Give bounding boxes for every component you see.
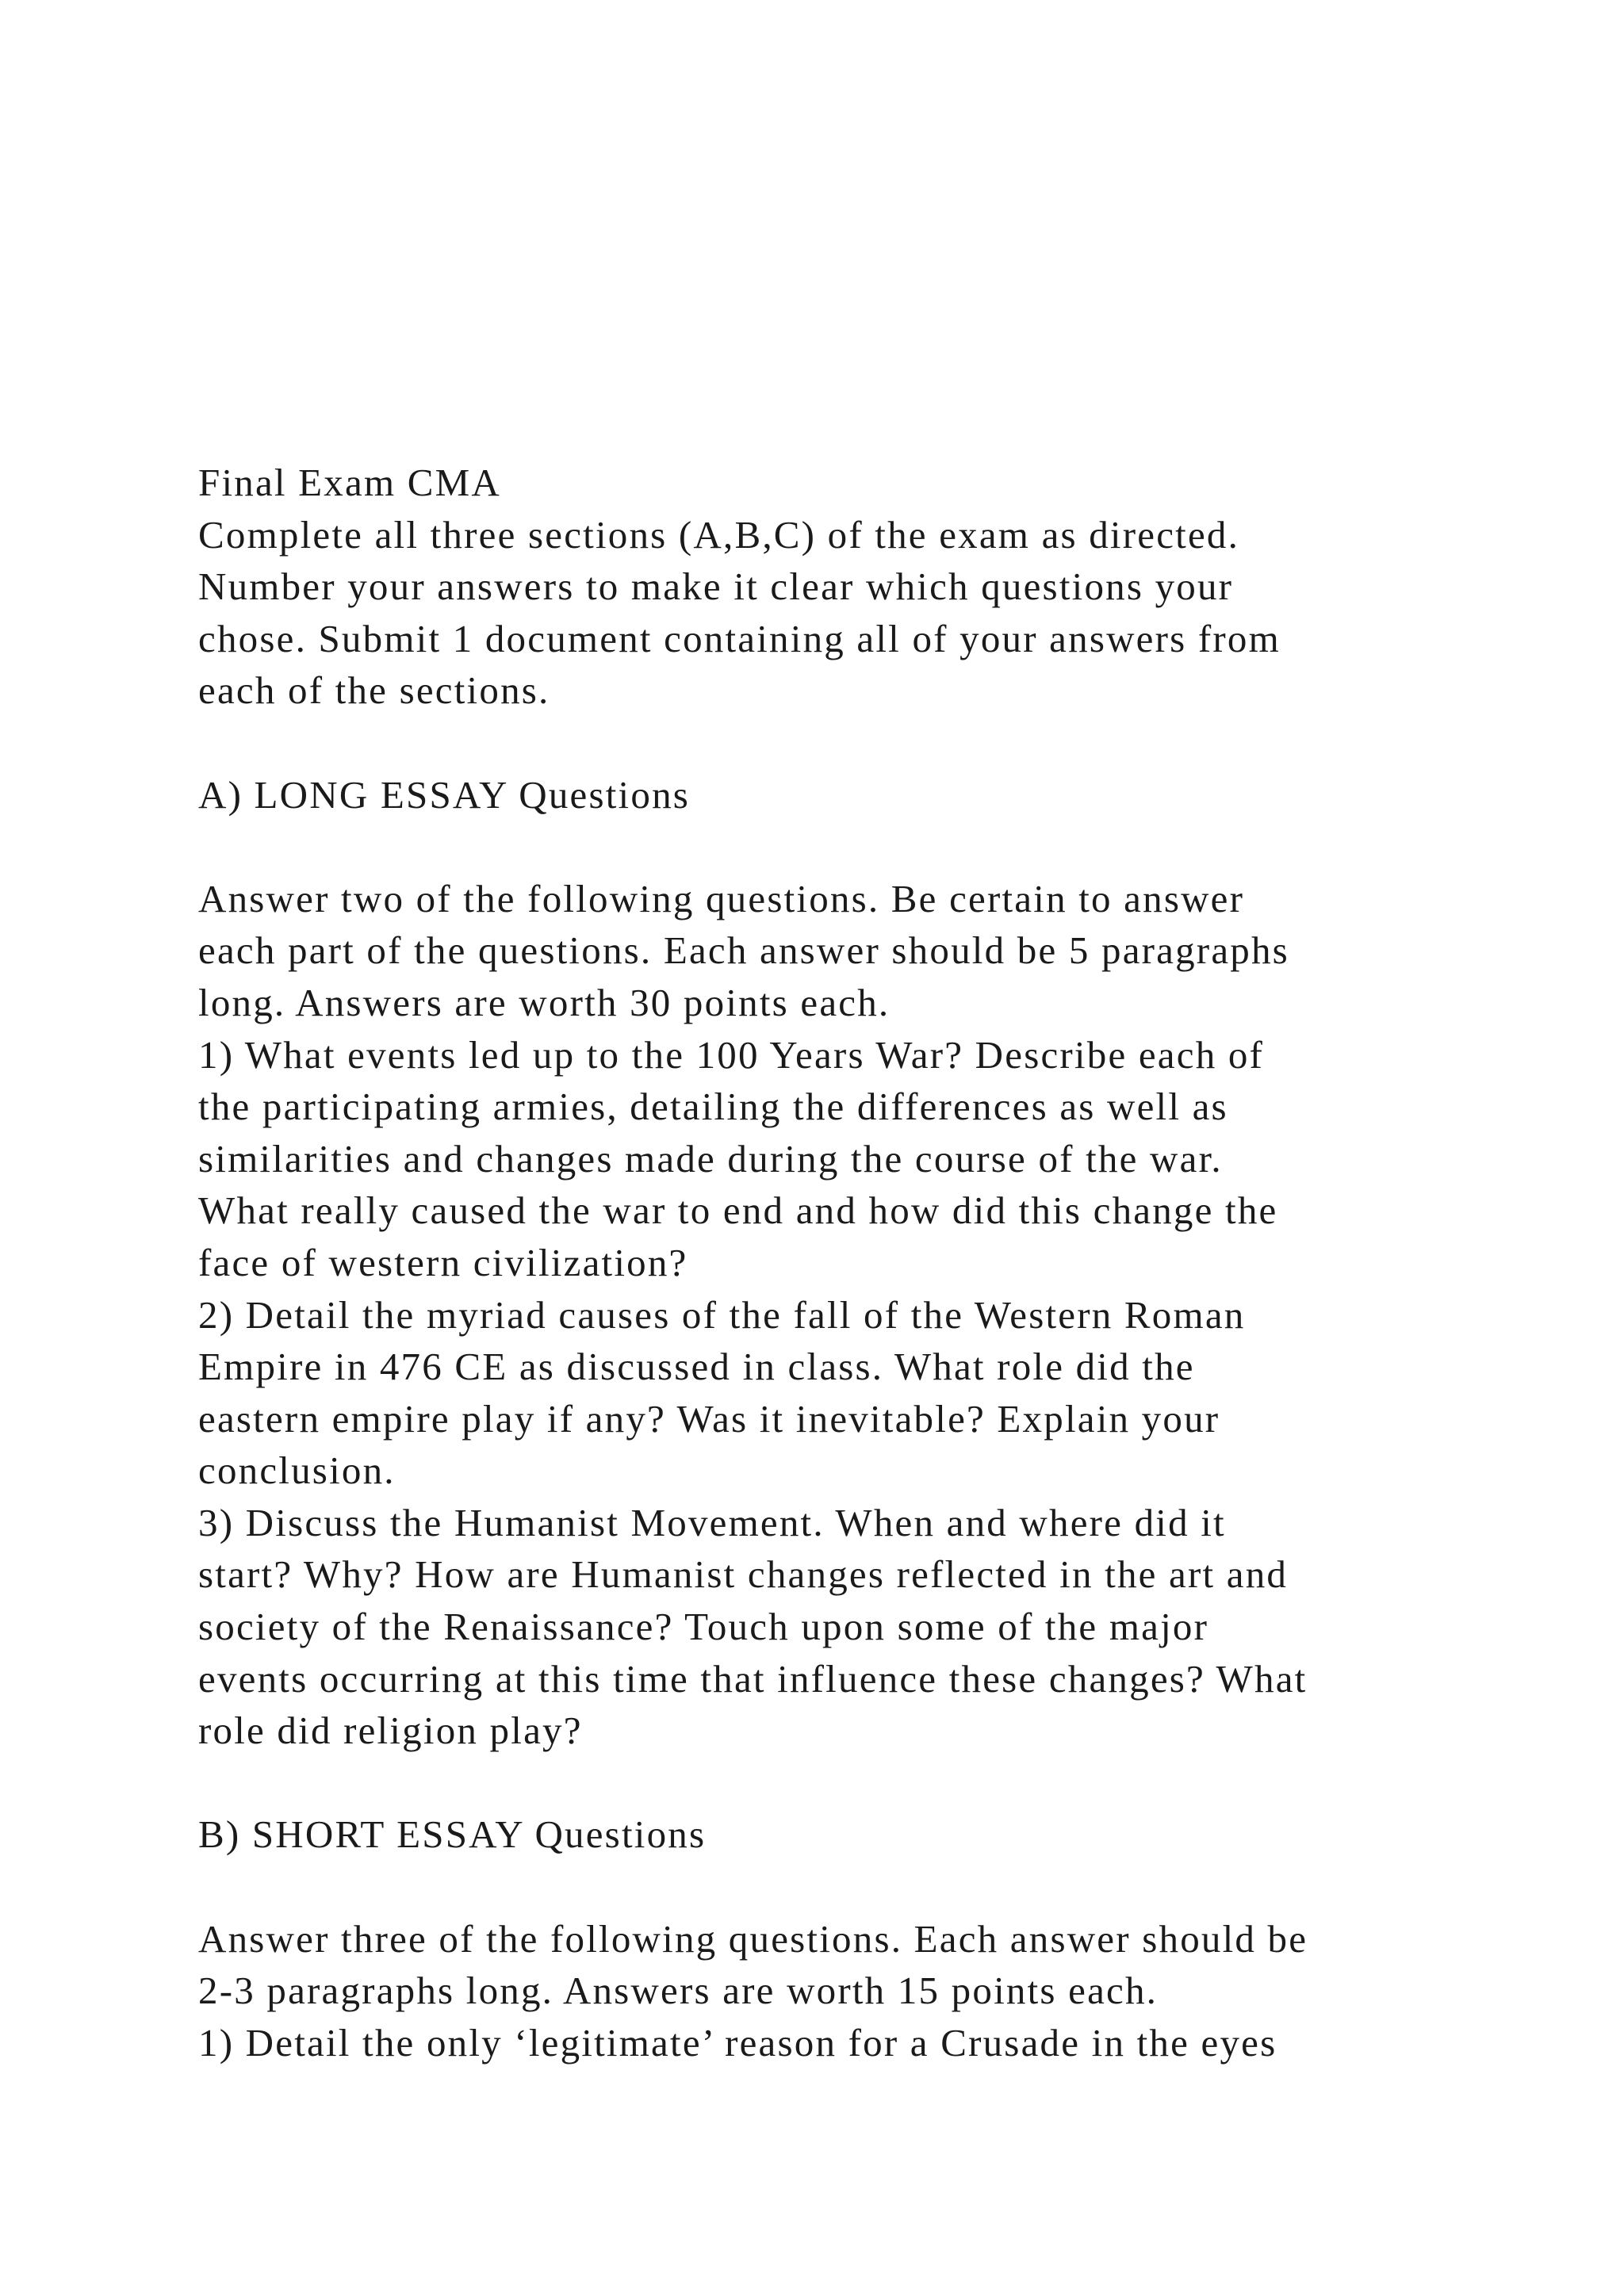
section-b-heading: B) SHORT ESSAY Questions [198, 1812, 707, 1857]
question-a1: similarities and changes made during the course of the war. [198, 1136, 1223, 1181]
instructions-line: chose. Submit 1 document containing all of your answers from [198, 616, 1281, 660]
question-a1: 1) What events led up to the 100 Years War? Describe each of [198, 1032, 1265, 1077]
question-a3: society of the Renaissance? Touch upon some of the major [198, 1605, 1209, 1649]
question-a3: role did religion play? [198, 1709, 583, 1753]
question-a2: conclusion. [198, 1448, 396, 1493]
section-b-instructions: Answer three of the following questions. Each answer should be [198, 1916, 1308, 1961]
instructions-line: Number your answers to make it clear which questions your [198, 564, 1234, 609]
instructions-line: each of the sections. [198, 668, 550, 713]
instructions-line: Complete all three sections (A,B,C) of the exam as directed. [198, 512, 1240, 557]
question-a3: events occurring at this time that influence these changes? What [198, 1656, 1308, 1701]
section-a-heading: A) LONG ESSAY Questions [198, 772, 691, 817]
question-a3: start? Why? How are Humanist changes reflected in the art and [198, 1552, 1289, 1597]
question-a2: Empire in 476 CE as discussed in class. What role did the [198, 1345, 1195, 1389]
section-b-instructions: 2-3 paragraphs long. Answers are worth 15 points each. [198, 1969, 1159, 2013]
blank-line [198, 1861, 1546, 1913]
blank-line [198, 717, 1546, 769]
question-a3: 3) Discuss the Humanist Movement. When and where did it [198, 1500, 1226, 1544]
question-a1: the participating armies, detailing the differences as well as [198, 1085, 1228, 1129]
section-a-instructions: each part of the questions. Each answer should be 5 paragraphs [198, 928, 1289, 973]
question-a1: What really caused the war to end and how did this change the [198, 1188, 1278, 1233]
question-b1: 1) Detail the only ‘legitimate’ reason for a Crusade in the eyes [198, 2020, 1277, 2064]
question-a1: face of western civilization? [198, 1240, 688, 1284]
document-body [198, 457, 1546, 2068]
document-title: Final Exam CMA [198, 461, 501, 504]
question-a2: 2) Detail the myriad causes of the fall of the Western Roman [198, 1292, 1246, 1337]
question-a2: eastern empire play if any? Was it inevitable? Explain your [198, 1396, 1220, 1441]
section-a-instructions: Answer two of the following questions. Be certain to answer [198, 876, 1245, 920]
blank-line [198, 1757, 1546, 1809]
blank-line [198, 821, 1546, 873]
section-a-instructions: long. Answers are worth 30 points each. [198, 980, 891, 1024]
